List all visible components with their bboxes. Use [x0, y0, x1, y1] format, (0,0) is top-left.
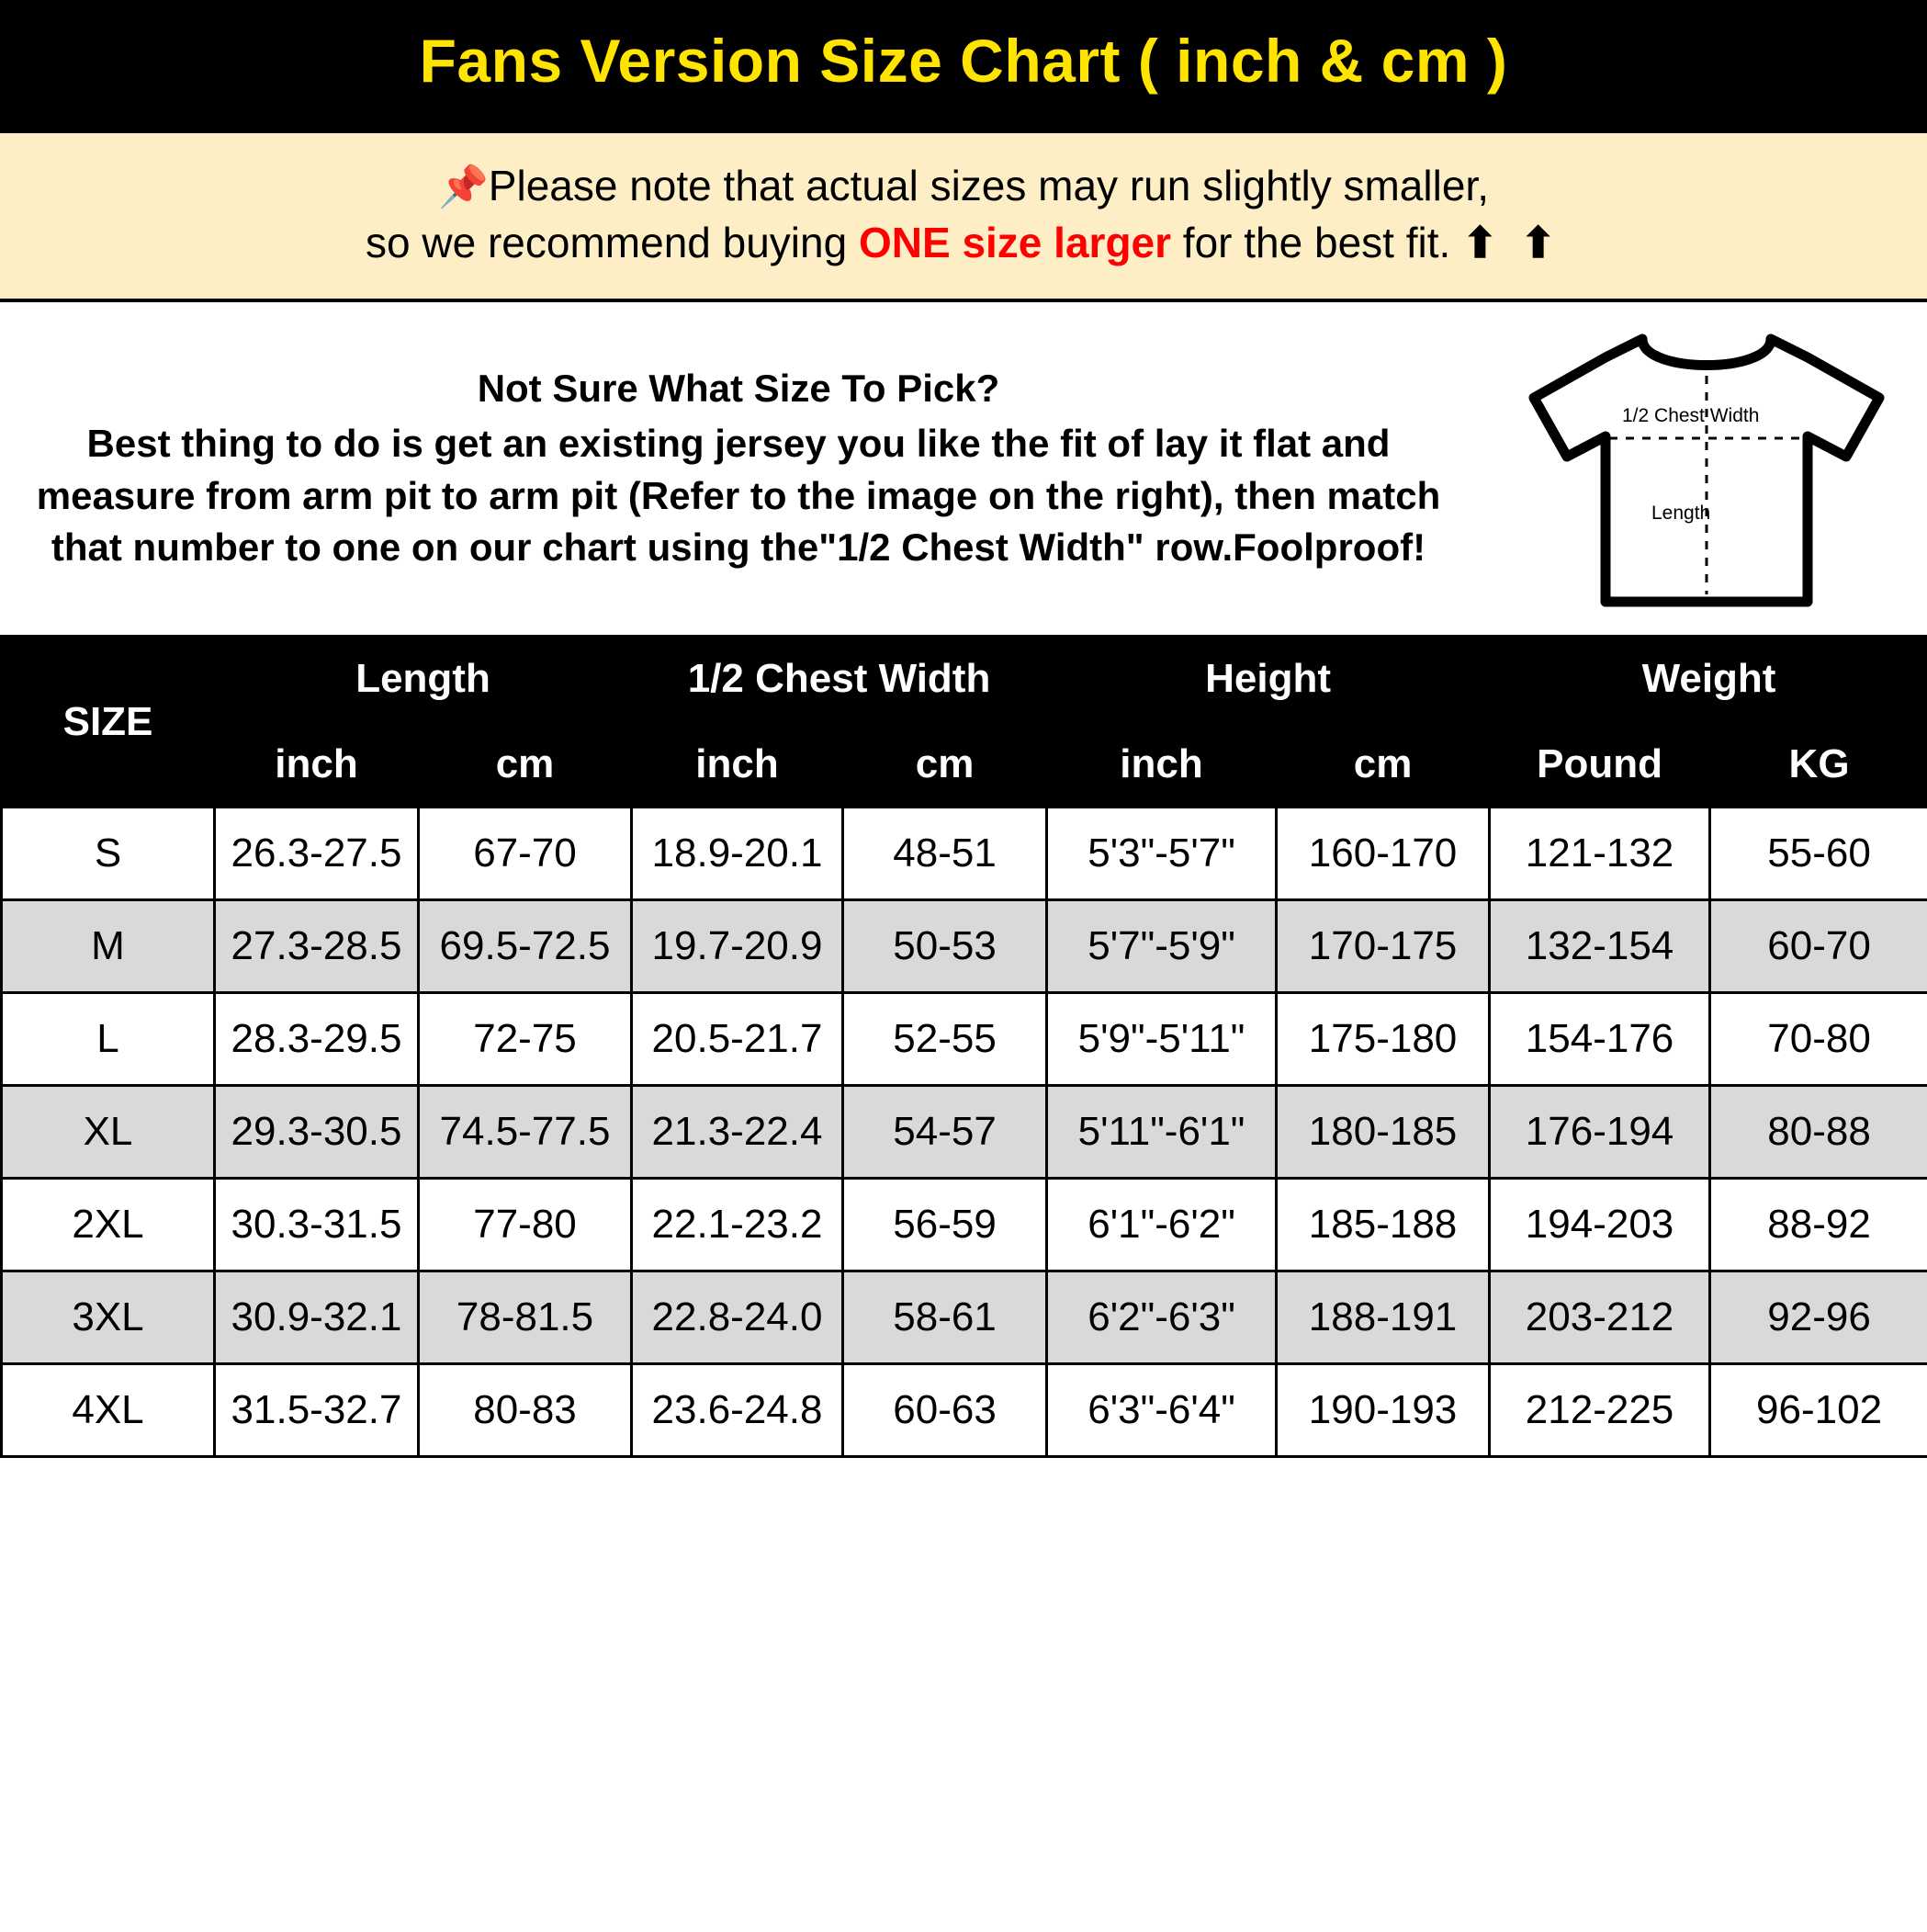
cell-weight-pound: 132-154 [1490, 900, 1710, 993]
header-chest-width: 1/2 Chest Width [632, 637, 1047, 722]
unit-height-cm: cm [1277, 722, 1490, 808]
unit-length-inch: inch [215, 722, 419, 808]
cell-height-inch: 5'3"-5'7" [1047, 808, 1277, 900]
cell-length-inch: 27.3-28.5 [215, 900, 419, 993]
table-row [2, 808, 1927, 900]
cell-size: L [2, 993, 215, 1086]
unit-length-cm: cm [419, 722, 632, 808]
cell-length-inch: 28.3-29.5 [215, 993, 419, 1086]
unit-header-row [2, 722, 1927, 808]
cell-size: XL [2, 1086, 215, 1179]
cell-size: 4XL [2, 1364, 215, 1457]
diagram-label-chest: 1/2 Chest Width [1622, 405, 1760, 427]
cell-chest-cm: 48-51 [843, 808, 1047, 900]
advice-body: Best thing to do is get an existing jersey you like the fit of lay it flat and measure from arm pit to arm pit (Refer to the image on the right), then match that number to one on our chart using the"1/2 Chest Width" row.Foolproof! [36, 422, 1441, 570]
cell-weight-kg: 80-88 [1710, 1086, 1927, 1179]
cell-weight-pound: 121-132 [1490, 808, 1710, 900]
cell-length-cm: 69.5-72.5 [419, 900, 632, 993]
cell-length-cm: 67-70 [419, 808, 632, 900]
table-row [2, 1086, 1927, 1179]
header-height: Height [1047, 637, 1490, 722]
note-line-1 [37, 157, 1890, 214]
cell-height-cm: 170-175 [1277, 900, 1490, 993]
table-row [2, 1271, 1927, 1364]
cell-weight-kg: 92-96 [1710, 1271, 1927, 1364]
table-row [2, 993, 1927, 1086]
cell-size: 3XL [2, 1271, 215, 1364]
page-title: Fans Version Size Chart ( inch & cm ) [419, 27, 1508, 95]
cell-length-cm: 78-81.5 [419, 1271, 632, 1364]
note-line-2 [37, 214, 1890, 271]
cell-weight-pound: 203-212 [1490, 1271, 1710, 1364]
size-table [0, 635, 1927, 1458]
cell-height-cm: 160-170 [1277, 808, 1490, 900]
cell-chest-cm: 56-59 [843, 1179, 1047, 1271]
cell-height-inch: 6'2"-6'3" [1047, 1271, 1277, 1364]
cell-chest-cm: 60-63 [843, 1364, 1047, 1457]
cell-chest-cm: 50-53 [843, 900, 1047, 993]
cell-height-cm: 185-188 [1277, 1179, 1490, 1271]
cell-chest-inch: 20.5-21.7 [632, 993, 843, 1086]
advice-section [0, 302, 1927, 635]
header-length: Length [215, 637, 632, 722]
cell-length-inch: 31.5-32.7 [215, 1364, 419, 1457]
table-row [2, 900, 1927, 993]
cell-length-inch: 26.3-27.5 [215, 808, 419, 900]
cell-length-cm: 74.5-77.5 [419, 1086, 632, 1179]
cell-length-inch: 30.3-31.5 [215, 1179, 419, 1271]
unit-height-inch: inch [1047, 722, 1277, 808]
group-header-row [2, 637, 1927, 722]
unit-weight-pound: Pound [1490, 722, 1710, 808]
cell-height-cm: 175-180 [1277, 993, 1490, 1086]
cell-weight-kg: 88-92 [1710, 1179, 1927, 1271]
cell-length-inch: 29.3-30.5 [215, 1086, 419, 1179]
table-row [2, 1364, 1927, 1457]
advice-text-block [0, 367, 1486, 574]
cell-size: S [2, 808, 215, 900]
cell-length-cm: 77-80 [419, 1179, 632, 1271]
cell-chest-cm: 54-57 [843, 1086, 1047, 1179]
cell-weight-pound: 154-176 [1490, 993, 1710, 1086]
cell-chest-inch: 19.7-20.9 [632, 900, 843, 993]
cell-height-inch: 5'7"-5'9" [1047, 900, 1277, 993]
cell-weight-pound: 194-203 [1490, 1179, 1710, 1271]
cell-height-cm: 188-191 [1277, 1271, 1490, 1364]
cell-height-inch: 6'3"-6'4" [1047, 1364, 1277, 1457]
cell-chest-inch: 22.8-24.0 [632, 1271, 843, 1364]
cell-weight-kg: 96-102 [1710, 1364, 1927, 1457]
table-body [2, 808, 1927, 1457]
cell-chest-cm: 58-61 [843, 1271, 1047, 1364]
cell-height-cm: 190-193 [1277, 1364, 1490, 1457]
cell-weight-kg: 60-70 [1710, 900, 1927, 993]
cell-weight-pound: 212-225 [1490, 1364, 1710, 1457]
cell-length-cm: 72-75 [419, 993, 632, 1086]
cell-chest-cm: 52-55 [843, 993, 1047, 1086]
unit-chest-cm: cm [843, 722, 1047, 808]
cell-height-inch: 5'9"-5'11" [1047, 993, 1277, 1086]
cell-chest-inch: 18.9-20.1 [632, 808, 843, 900]
cell-length-cm: 80-83 [419, 1364, 632, 1457]
unit-chest-inch: inch [632, 722, 843, 808]
unit-weight-kg: KG [1710, 722, 1927, 808]
table-head [2, 637, 1927, 808]
cell-height-inch: 6'1"-6'2" [1047, 1179, 1277, 1271]
tshirt-diagram [1486, 319, 1927, 622]
cell-chest-inch: 23.6-24.8 [632, 1364, 843, 1457]
cell-size: M [2, 900, 215, 993]
header-size: SIZE [2, 637, 215, 808]
cell-chest-inch: 22.1-23.2 [632, 1179, 843, 1271]
note-highlight: ONE size larger [858, 218, 1172, 266]
title-banner [0, 0, 1927, 130]
cell-weight-pound: 176-194 [1490, 1086, 1710, 1179]
cell-height-inch: 5'11"-6'1" [1047, 1086, 1277, 1179]
cell-height-cm: 180-185 [1277, 1086, 1490, 1179]
up-arrows-icon: ⬆ ⬆ [1462, 218, 1561, 266]
note-text-2-after: for the best fit. [1171, 218, 1463, 266]
table-row [2, 1179, 1927, 1271]
cell-weight-kg: 70-80 [1710, 993, 1927, 1086]
note-band [0, 130, 1927, 302]
cell-weight-kg: 55-60 [1710, 808, 1927, 900]
diagram-label-length: Length [1651, 503, 1711, 525]
advice-heading: Not Sure What Size To Pick? [477, 367, 1000, 411]
cell-chest-inch: 21.3-22.4 [632, 1086, 843, 1179]
cell-length-inch: 30.9-32.1 [215, 1271, 419, 1364]
tshirt-icon [1514, 319, 1899, 622]
pushpin-icon: 📌 [438, 164, 489, 209]
header-weight: Weight [1490, 637, 1927, 722]
note-text-1: Please note that actual sizes may run slightly smaller, [488, 161, 1489, 209]
note-text-2-before: so we recommend buying [366, 218, 859, 266]
cell-size: 2XL [2, 1179, 215, 1271]
